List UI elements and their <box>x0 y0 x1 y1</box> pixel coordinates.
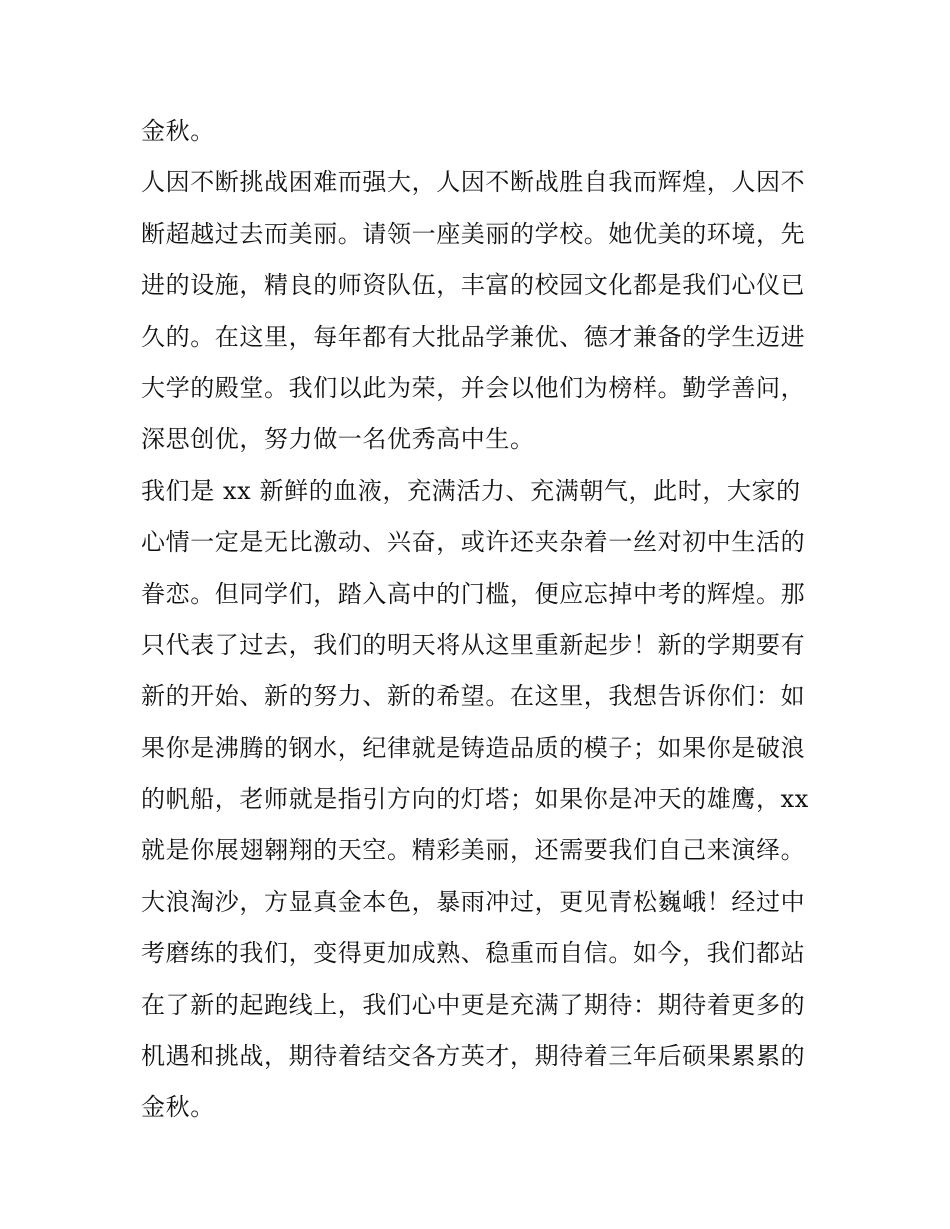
text-line: 考磨练的我们，变得更加成熟、稳重而自信。如今，我们都站 <box>141 939 806 968</box>
text-line: 大浪淘沙，方显真金本色，暴雨冲过，更见青松巍峨！经过中 <box>141 887 806 916</box>
text-line: 新的开始、新的努力、新的希望。在这里，我想告诉你们：如 <box>141 682 806 711</box>
text-line: 我们是 xx 新鲜的血液，充满活力、充满朝气，此时，大家的 <box>141 476 801 505</box>
text-line: 就是你展翅翱翔的天空。精彩美丽，还需要我们自己来演绎。 <box>141 836 806 865</box>
text-line: 断超越过去而美丽。请领一座美丽的学校。她优美的环境，先 <box>141 219 806 248</box>
text-line: 金秋。 <box>141 117 215 145</box>
text-line: 心情一定是无比激动、兴奋，或许还夹杂着一丝对初中生活的 <box>141 528 806 557</box>
text-line: 只代表了过去，我们的明天将从这里重新起步！新的学期要有 <box>141 630 806 659</box>
text-line: 进的设施，精良的师资队伍，丰富的校园文化都是我们心仪已 <box>141 271 806 300</box>
text-line: 久的。在这里，每年都有大批品学兼优、德才兼备的学生迈进 <box>141 322 806 351</box>
text-line: 大学的殿堂。我们以此为荣，并会以他们为榜样。勤学善问， <box>141 373 806 402</box>
text-line: 眷恋。但同学们，踏入高中的门槛，便应忘掉中考的辉煌。那 <box>141 579 806 608</box>
text-line: 在了新的起跑线上，我们心中更是充满了期待：期待着更多的 <box>141 990 806 1019</box>
text-line: 金秋。 <box>141 1093 215 1122</box>
text-line: 机遇和挑战，期待着结交各方英才，期待着三年后硕果累累的 <box>141 1042 806 1071</box>
text-line: 的帆船，老师就是指引方向的灯塔；如果你是冲天的雄鹰，xx <box>141 785 809 814</box>
document-body <box>141 106 821 1134</box>
text-line: 深思创优，努力做一名优秀高中生。 <box>141 425 535 454</box>
text-line: 人因不断挑战困难而强大，人因不断战胜自我而辉煌，人因不 <box>141 168 806 197</box>
text-line: 果你是沸腾的钢水，纪律就是铸造品质的模子；如果你是破浪 <box>141 733 806 762</box>
